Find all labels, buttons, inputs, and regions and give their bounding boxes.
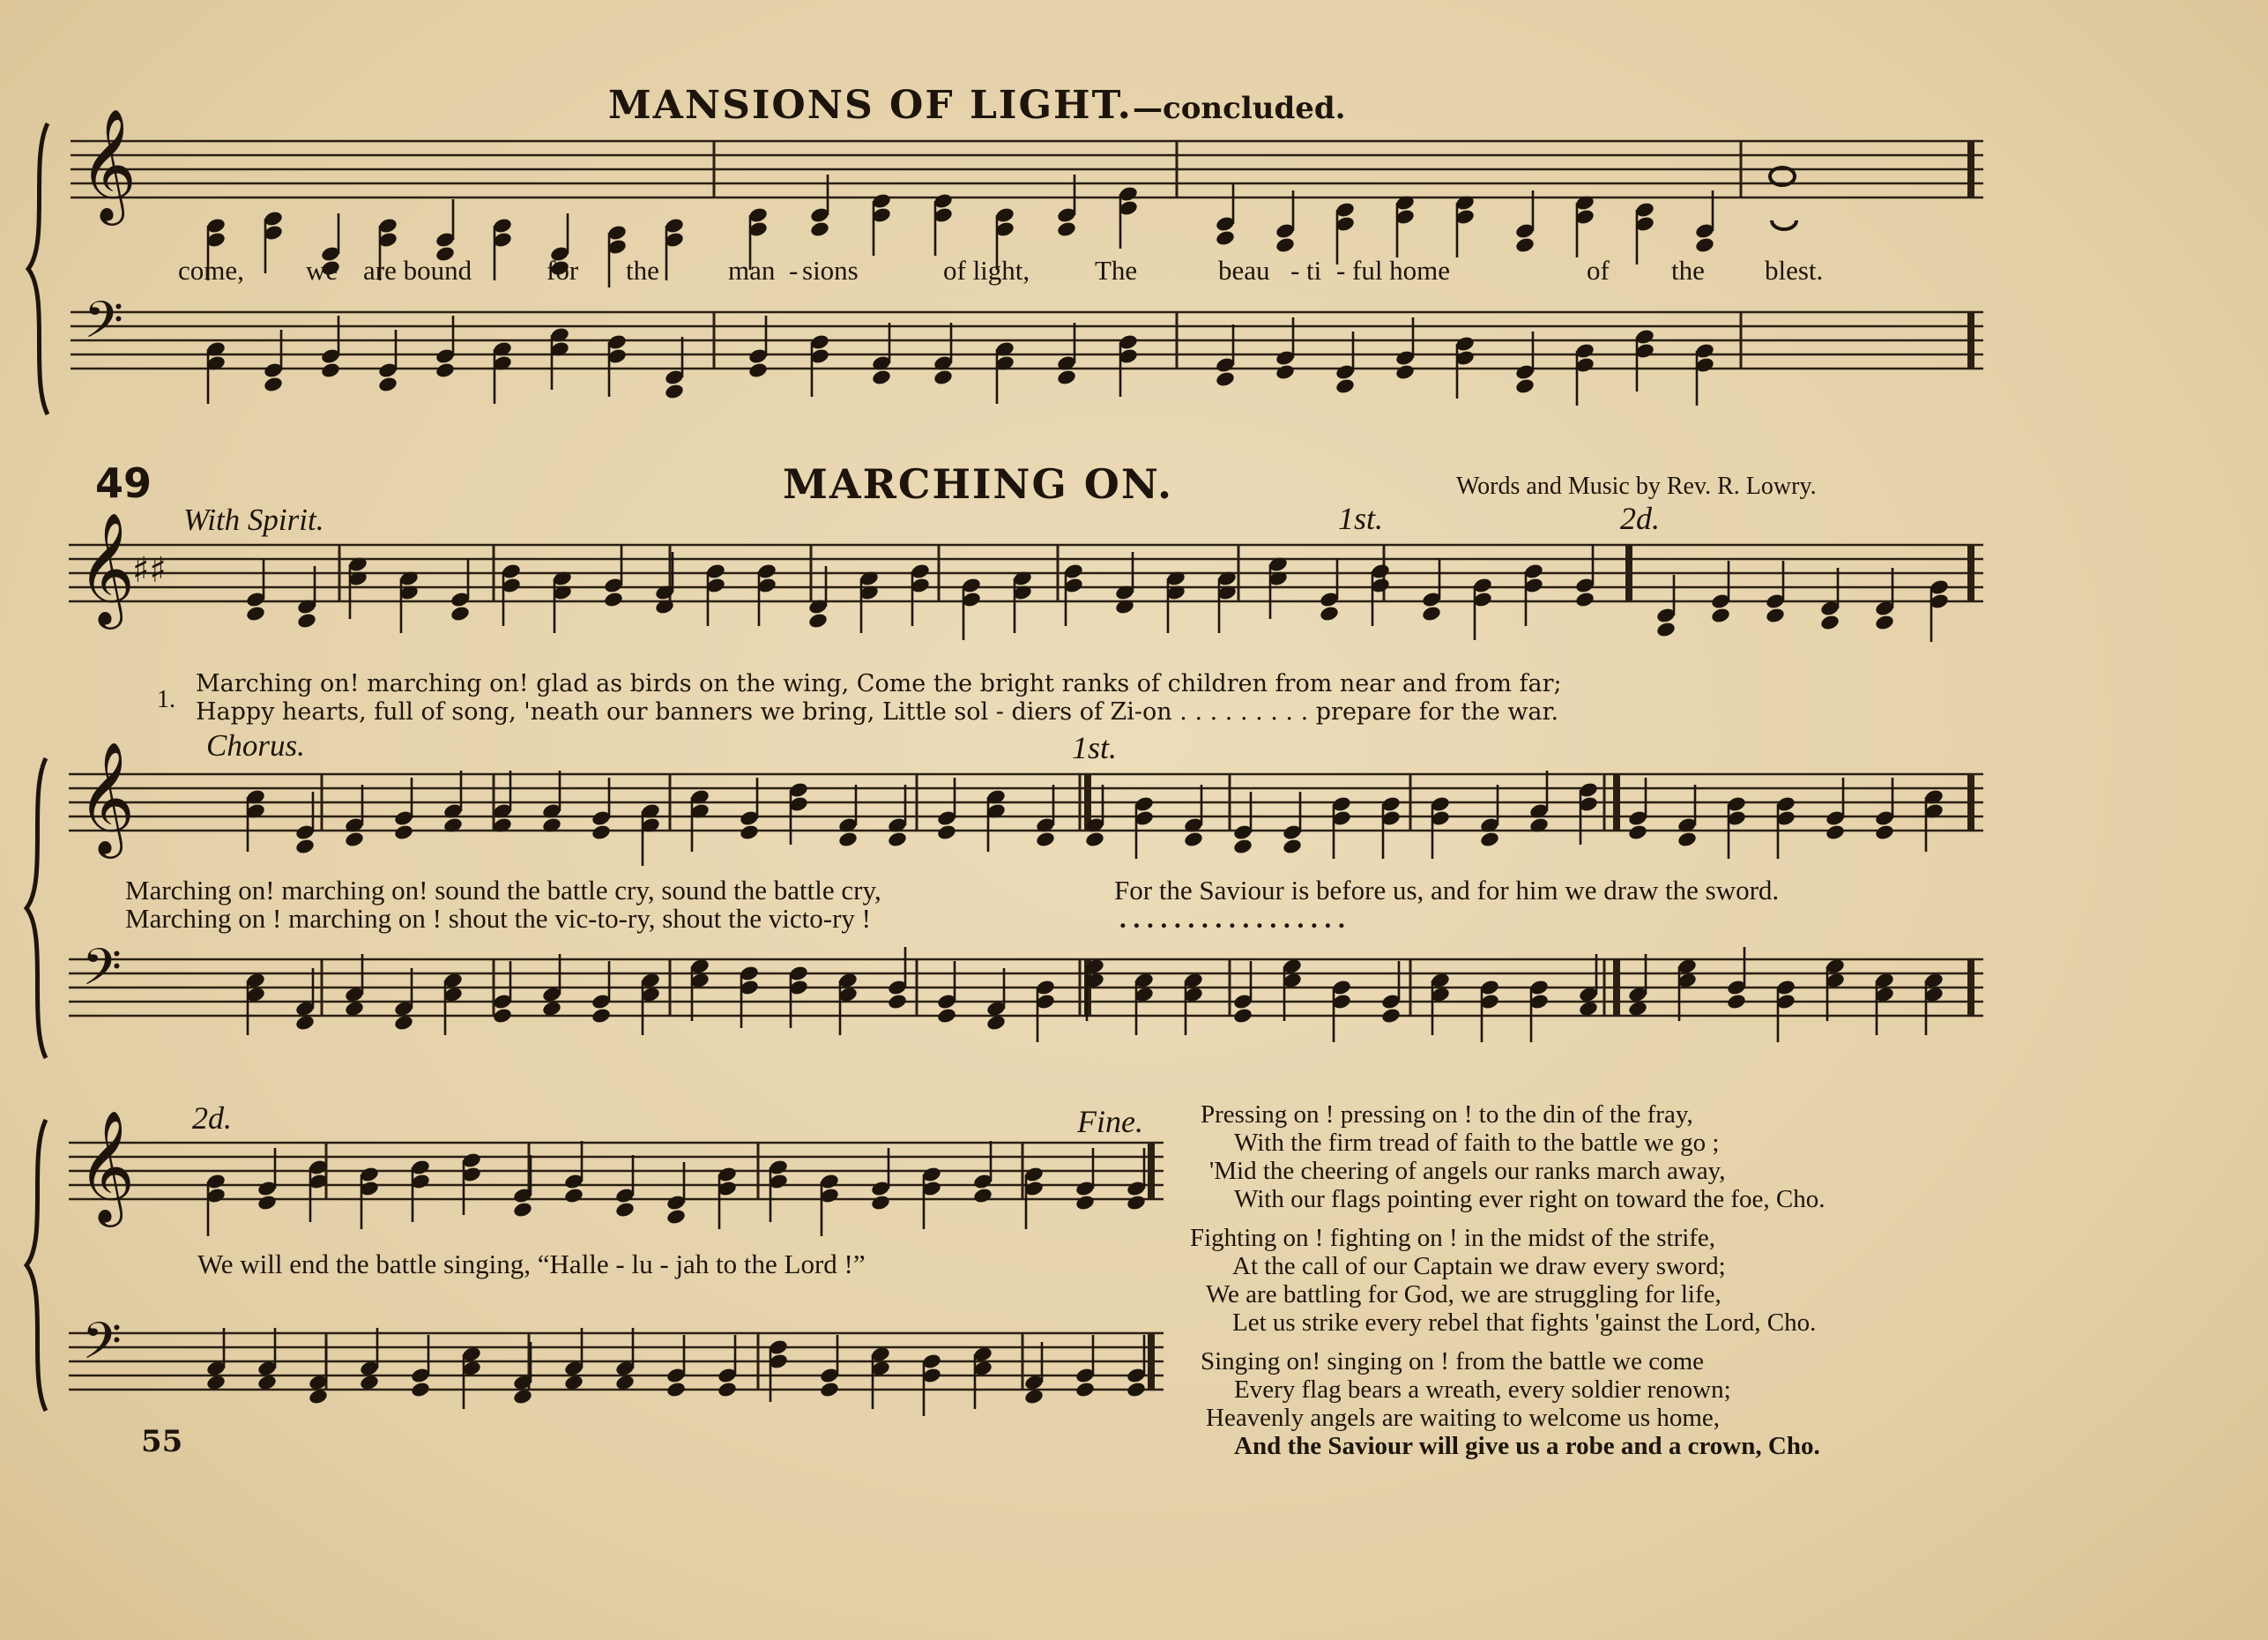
lyric-syllable: blest.: [1765, 255, 1824, 286]
note-head: [1765, 607, 1786, 624]
lyric-syllable: ful home: [1352, 255, 1451, 286]
note-head: [377, 376, 398, 393]
lyric-syllable: come,: [178, 255, 244, 286]
note-head: [1335, 377, 1356, 395]
note-head: [1819, 614, 1840, 631]
note-head: [747, 362, 769, 379]
verse-line: 'Mid the cheering of angels our ranks march away,: [1209, 1157, 1726, 1185]
chorus-line1b: For the Saviour is before us, and for him we draw the sword.: [1114, 875, 1780, 906]
chorus-first-ending: 1st.: [1072, 730, 1118, 765]
note-head: [294, 838, 316, 855]
note-head: [410, 1381, 431, 1398]
note-head: [320, 362, 341, 379]
treble-clef-icon: 𝄞: [78, 741, 136, 854]
lyric-syllable: ti: [1306, 255, 1322, 286]
note-head: [870, 1194, 891, 1211]
note-head: [717, 1381, 738, 1398]
note-head: [563, 1187, 584, 1204]
note-head: [1874, 824, 1895, 841]
verse-number: 1.: [157, 686, 175, 713]
note-head: [837, 831, 859, 848]
verse-line: Every flag bears a wreath, every soldier renown;: [1234, 1375, 1731, 1404]
note-head: [1874, 614, 1895, 631]
verse-line: We are battling for God, we are struggling for life,: [1206, 1280, 1721, 1308]
note-head: [666, 1208, 687, 1226]
bass-clef-icon: 𝄢: [84, 290, 124, 362]
verse-line: At the call of our Captain we draw every sword;: [1232, 1252, 1726, 1280]
note-head: [1655, 621, 1677, 638]
note-head: [1215, 229, 1236, 247]
lyric-syllable: are bound: [363, 255, 472, 286]
note-head: [666, 1381, 687, 1398]
note-head: [1056, 220, 1077, 238]
note-head: [1056, 369, 1077, 386]
lyric-syllable: for: [547, 255, 579, 286]
note-head: [1574, 591, 1595, 608]
bass-clef-icon: 𝄢: [82, 1311, 123, 1383]
lyric-syllable: the: [626, 255, 659, 286]
note-head: [664, 383, 685, 400]
note-head: [1726, 993, 1747, 1010]
lyric-syllable: of: [1587, 255, 1610, 286]
chorus-line2a: Marching on ! marching on ! shout the vic-to-ry, shout the victo-ry !: [125, 903, 871, 934]
note-head: [809, 220, 830, 238]
chorus-line2b: . . . . . . . . . . . . . . . . .: [1119, 903, 1345, 934]
note-head: [1183, 831, 1204, 848]
lyric-syllable: man: [728, 255, 776, 286]
lyric-syllable: of light,: [943, 255, 1030, 286]
verse-line: Pressing on ! pressing on ! to the din of the fray,: [1201, 1100, 1693, 1129]
note-head: [1394, 363, 1416, 381]
treble-clef-icon: 𝄞: [79, 108, 138, 220]
lyric-syllable: -: [789, 255, 799, 286]
verse-line: And the Saviour will give us a robe and a crown, Cho.: [1234, 1432, 1820, 1460]
note-head: [393, 824, 414, 841]
note-head: [1677, 831, 1698, 848]
note-head: [739, 824, 760, 841]
verse-line: Heavenly angels are waiting to welcome us home,: [1206, 1404, 1721, 1432]
note-head: [1319, 605, 1340, 622]
system-brace: [26, 1120, 46, 1411]
hymn-number: 49: [95, 459, 152, 507]
note-head: [1514, 377, 1536, 395]
note-head: [1232, 1007, 1253, 1025]
note-head: [1126, 1381, 1147, 1398]
page-number: 55: [141, 1424, 183, 1459]
note-head: [1275, 363, 1296, 381]
song-title-marching-on: MARCHING ON.: [783, 460, 1173, 508]
verse-line: Singing on! singing on ! from the battle we come: [1201, 1347, 1705, 1375]
note-head: [1275, 236, 1296, 254]
title-suffix: —concluded.: [1133, 91, 1346, 126]
note-head: [245, 605, 266, 622]
note-head: [603, 591, 624, 608]
verse1-line2: Happy hearts, full of song, 'neath our banners we bring, Little sol - diers of Zi-on . . . . . . . . . prepare for the war.: [196, 698, 1559, 726]
song-credit: Words and Music by Rev. R. Lowry.: [1456, 473, 1817, 500]
lyric-syllable: beau: [1218, 255, 1270, 286]
note-head: [614, 1201, 636, 1219]
verse1-line1: Marching on! marching on! glad as birds on the wing, Come the bright ranks of children from near and from far;: [196, 670, 1562, 697]
note-head: [1479, 831, 1500, 848]
system-brace: [28, 123, 48, 414]
tempo-marking: With Spirit.: [183, 503, 324, 537]
bass-clef-icon: 𝄢: [82, 937, 123, 1010]
lyric-syllable: -: [1336, 255, 1346, 286]
ending-lyric-line: We will end the battle singing, “Halle - lu - jah to the Lord !”: [197, 1249, 866, 1279]
note-head: [936, 824, 957, 841]
lyric-syllable: the: [1671, 255, 1705, 286]
note-head: [257, 1194, 278, 1211]
title-text: MANSIONS OF LIGHT.: [608, 83, 1134, 128]
note-head: [933, 369, 954, 386]
system-brace: [26, 758, 46, 1058]
verse-line: With our flags pointing ever right on toward the foe, Cho.: [1234, 1185, 1826, 1213]
note-head: [1282, 838, 1303, 855]
lyric-syllable: -: [1290, 255, 1300, 286]
note-head: [1215, 370, 1236, 388]
note-head: [871, 369, 892, 386]
note-head: [591, 1007, 612, 1025]
note-head: [1380, 1007, 1402, 1025]
lyric-syllable: The: [1095, 255, 1138, 286]
note-head: [1084, 831, 1105, 848]
note-head: [591, 824, 612, 841]
note-head: [512, 1201, 533, 1219]
note-head: [1035, 831, 1056, 848]
note-head: [1421, 605, 1442, 622]
note-head: [1627, 824, 1648, 841]
note-head: [972, 1187, 993, 1204]
note-head: [296, 612, 317, 630]
note-head: [819, 1381, 840, 1398]
note-head: [1825, 824, 1846, 841]
note-head: [344, 831, 365, 848]
treble-clef-icon: 𝄞: [78, 511, 136, 624]
note-head: [1126, 1194, 1147, 1211]
first-ending-label: 1st.: [1338, 501, 1384, 536]
note-head: [1232, 838, 1253, 855]
note-head: [1710, 607, 1731, 624]
verse-line: With the firm tread of faith to the battle we go ;: [1234, 1129, 1720, 1157]
note-head: [1075, 1381, 1096, 1398]
note-head: [887, 831, 908, 848]
lyric-syllable: we: [306, 255, 338, 286]
note-head: [1514, 236, 1536, 254]
note-head: [936, 1007, 957, 1025]
chorus-label: Chorus.: [206, 728, 305, 763]
second-ending-label: 2d.: [1620, 501, 1660, 536]
note-head: [450, 605, 471, 622]
note-head: [263, 376, 284, 393]
song-title-mansions: [608, 83, 1346, 128]
note-head: [887, 993, 908, 1010]
note-head: [435, 362, 456, 379]
note-head: [807, 612, 829, 630]
verse-line: Fighting on ! fighting on ! in the midst of the strife,: [1190, 1224, 1716, 1252]
lyric-syllable: sions: [802, 255, 859, 286]
key-signature-icon: ♯♯: [132, 550, 167, 591]
note-head: [492, 1007, 513, 1025]
fine-marking: Fine.: [1077, 1104, 1143, 1139]
chorus-line1a: Marching on! marching on! sound the battle cry, sound the battle cry,: [125, 875, 881, 906]
treble-clef-icon: 𝄞: [78, 1109, 136, 1222]
note-head: [1075, 1194, 1096, 1211]
note-head: [1694, 236, 1715, 254]
final-second-ending: 2d.: [192, 1100, 232, 1136]
verse-line: Let us strike every rebel that fights 'gainst the Lord, Cho.: [1232, 1308, 1817, 1337]
